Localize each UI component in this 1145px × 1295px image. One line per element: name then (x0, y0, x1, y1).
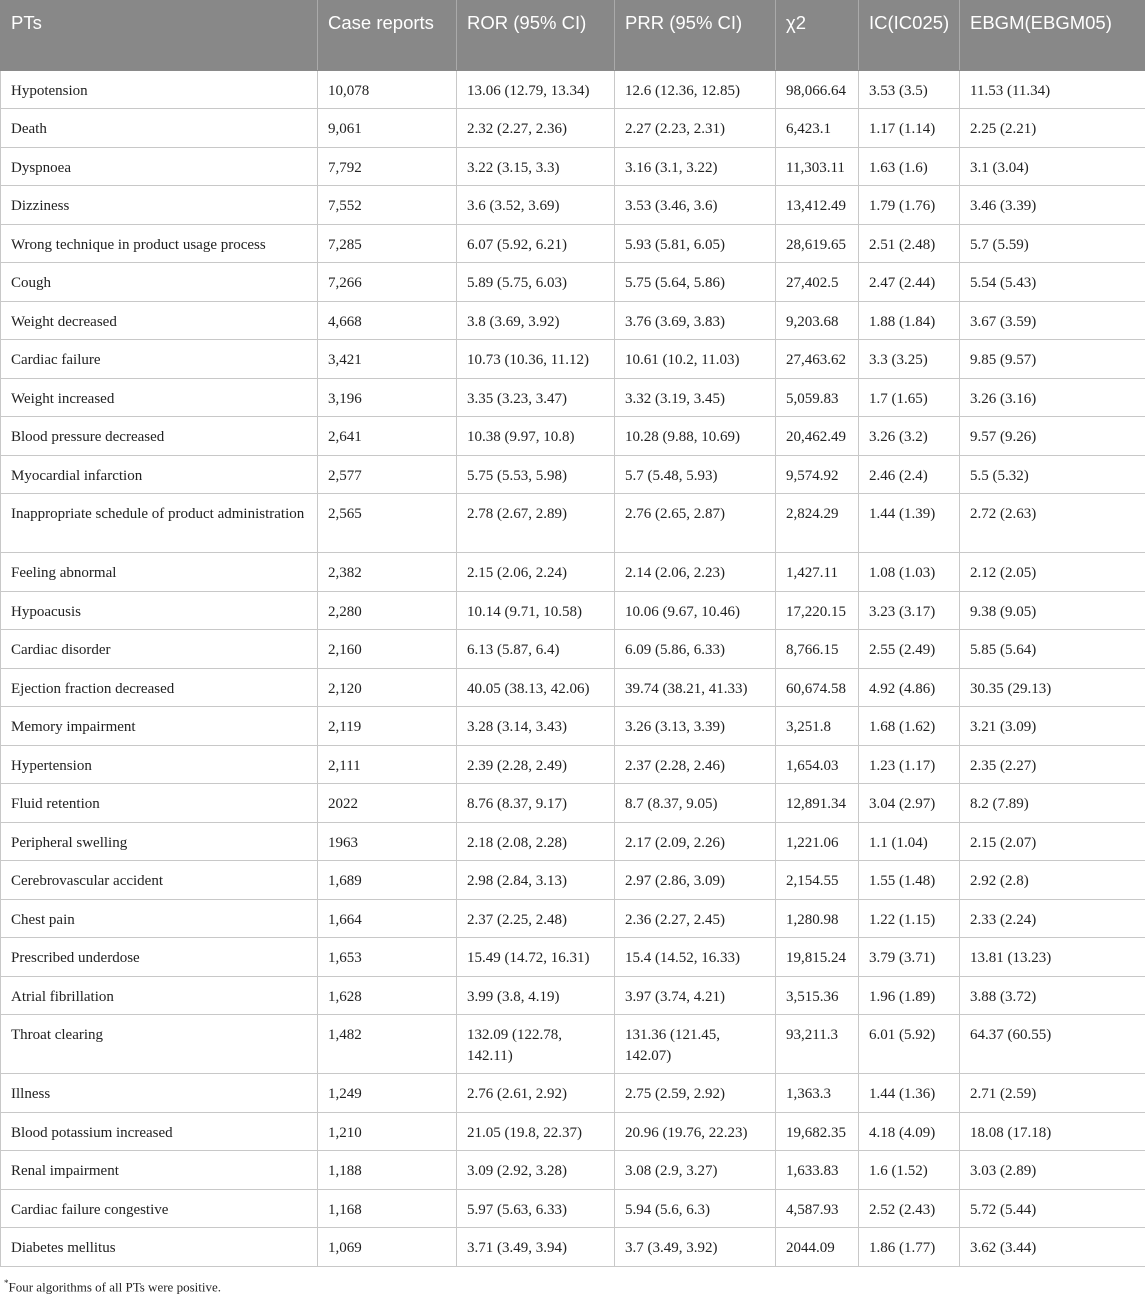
footnote-marker: * (4, 1278, 9, 1288)
cell-ebgm: 9.85 (9.57) (960, 340, 1145, 379)
cell-case-reports: 7,792 (318, 147, 457, 186)
cell-ic: 1.17 (1.14) (859, 109, 960, 148)
cell-ebgm: 2.72 (2.63) (960, 494, 1145, 553)
cell-ror: 2.76 (2.61, 2.92) (457, 1074, 615, 1113)
cell-ic: 2.55 (2.49) (859, 630, 960, 669)
table-row (1, 263, 1145, 302)
cell-prr: 5.7 (5.48, 5.93) (615, 455, 776, 494)
cell-case-reports: 3,196 (318, 378, 457, 417)
cell-prr: 3.53 (3.46, 3.6) (615, 186, 776, 225)
cell-prr: 5.75 (5.64, 5.86) (615, 263, 776, 302)
cell-ic: 1.23 (1.17) (859, 745, 960, 784)
cell-chi-square: 1,280.98 (776, 899, 859, 938)
cell-case-reports: 2,577 (318, 455, 457, 494)
cell-ror: 15.49 (14.72, 16.31) (457, 938, 615, 977)
table-footnote (4, 1275, 221, 1295)
cell-chi-square: 11,303.11 (776, 147, 859, 186)
cell-ic: 1.96 (1.89) (859, 976, 960, 1015)
cell-chi-square: 12,891.34 (776, 784, 859, 823)
cell-chi-square: 93,211.3 (776, 1015, 859, 1074)
table-row (1, 591, 1145, 630)
cell-ror: 3.8 (3.69, 3.92) (457, 301, 615, 340)
cell-ror: 2.15 (2.06, 2.24) (457, 553, 615, 592)
cell-chi-square: 2,824.29 (776, 494, 859, 553)
cell-chi-square: 9,203.68 (776, 301, 859, 340)
cell-ic: 3.79 (3.71) (859, 938, 960, 977)
cell-pt-name: Diabetes mellitus (1, 1228, 318, 1267)
cell-pt-name: Cardiac failure (1, 340, 318, 379)
cell-ebgm: 64.37 (60.55) (960, 1015, 1145, 1074)
column-header-chi-square: χ2 (776, 0, 859, 70)
cell-ic: 1.08 (1.03) (859, 553, 960, 592)
cell-case-reports: 2,119 (318, 707, 457, 746)
cell-chi-square: 98,066.64 (776, 70, 859, 109)
cell-pt-name: Dyspnoea (1, 147, 318, 186)
cell-ebgm: 2.33 (2.24) (960, 899, 1145, 938)
cell-prr: 131.36 (121.45, 142.07) (615, 1015, 776, 1074)
cell-case-reports: 4,668 (318, 301, 457, 340)
cell-ror: 2.39 (2.28, 2.49) (457, 745, 615, 784)
cell-ror: 2.98 (2.84, 3.13) (457, 861, 615, 900)
cell-ebgm: 13.81 (13.23) (960, 938, 1145, 977)
cell-ic: 6.01 (5.92) (859, 1015, 960, 1074)
cell-prr: 3.16 (3.1, 3.22) (615, 147, 776, 186)
cell-ebgm: 3.67 (3.59) (960, 301, 1145, 340)
cell-chi-square: 6,423.1 (776, 109, 859, 148)
cell-ebgm: 2.25 (2.21) (960, 109, 1145, 148)
cell-prr: 3.76 (3.69, 3.83) (615, 301, 776, 340)
cell-ror: 13.06 (12.79, 13.34) (457, 70, 615, 109)
cell-case-reports: 2,111 (318, 745, 457, 784)
cell-prr: 10.06 (9.67, 10.46) (615, 591, 776, 630)
cell-pt-name: Atrial fibrillation (1, 976, 318, 1015)
cell-pt-name: Weight increased (1, 378, 318, 417)
cell-ebgm: 3.26 (3.16) (960, 378, 1145, 417)
table-row (1, 745, 1145, 784)
cell-case-reports: 2,280 (318, 591, 457, 630)
cell-pt-name: Memory impairment (1, 707, 318, 746)
cell-ror: 5.97 (5.63, 6.33) (457, 1189, 615, 1228)
cell-pt-name: Cardiac failure congestive (1, 1189, 318, 1228)
cell-ic: 1.86 (1.77) (859, 1228, 960, 1267)
cell-ic: 1.22 (1.15) (859, 899, 960, 938)
cell-prr: 8.7 (8.37, 9.05) (615, 784, 776, 823)
cell-ror: 3.6 (3.52, 3.69) (457, 186, 615, 225)
cell-ror: 5.89 (5.75, 6.03) (457, 263, 615, 302)
table-row (1, 707, 1145, 746)
cell-ebgm: 5.7 (5.59) (960, 224, 1145, 263)
cell-case-reports: 2,382 (318, 553, 457, 592)
cell-chi-square: 27,402.5 (776, 263, 859, 302)
cell-prr: 2.75 (2.59, 2.92) (615, 1074, 776, 1113)
table-row (1, 417, 1145, 456)
cell-chi-square: 13,412.49 (776, 186, 859, 225)
cell-case-reports: 1963 (318, 822, 457, 861)
cell-case-reports: 2,120 (318, 668, 457, 707)
cell-pt-name: Chest pain (1, 899, 318, 938)
cell-prr: 3.32 (3.19, 3.45) (615, 378, 776, 417)
cell-pt-name: Cough (1, 263, 318, 302)
cell-ror: 2.37 (2.25, 2.48) (457, 899, 615, 938)
cell-ror: 3.28 (3.14, 3.43) (457, 707, 615, 746)
cell-pt-name: Weight decreased (1, 301, 318, 340)
cell-ebgm: 8.2 (7.89) (960, 784, 1145, 823)
cell-ic: 4.92 (4.86) (859, 668, 960, 707)
column-header-ic: IC(IC025) (859, 0, 960, 70)
cell-ic: 1.1 (1.04) (859, 822, 960, 861)
cell-prr: 5.94 (5.6, 6.3) (615, 1189, 776, 1228)
table-row (1, 301, 1145, 340)
cell-prr: 3.7 (3.49, 3.92) (615, 1228, 776, 1267)
cell-prr: 20.96 (19.76, 22.23) (615, 1112, 776, 1151)
table-row (1, 1112, 1145, 1151)
cell-ebgm: 2.35 (2.27) (960, 745, 1145, 784)
cell-chi-square: 60,674.58 (776, 668, 859, 707)
cell-pt-name: Fluid retention (1, 784, 318, 823)
cell-chi-square: 3,515.36 (776, 976, 859, 1015)
cell-ic: 1.88 (1.84) (859, 301, 960, 340)
cell-chi-square: 5,059.83 (776, 378, 859, 417)
cell-ic: 4.18 (4.09) (859, 1112, 960, 1151)
cell-ebgm: 30.35 (29.13) (960, 668, 1145, 707)
cell-ebgm: 5.5 (5.32) (960, 455, 1145, 494)
cell-ror: 40.05 (38.13, 42.06) (457, 668, 615, 707)
cell-case-reports: 1,689 (318, 861, 457, 900)
cell-ic: 1.44 (1.39) (859, 494, 960, 553)
cell-pt-name: Hypertension (1, 745, 318, 784)
cell-ror: 3.22 (3.15, 3.3) (457, 147, 615, 186)
cell-case-reports: 1,628 (318, 976, 457, 1015)
table-row (1, 340, 1145, 379)
cell-ror: 8.76 (8.37, 9.17) (457, 784, 615, 823)
cell-prr: 12.6 (12.36, 12.85) (615, 70, 776, 109)
cell-chi-square: 19,682.35 (776, 1112, 859, 1151)
cell-ic: 1.7 (1.65) (859, 378, 960, 417)
table-row (1, 1189, 1145, 1228)
cell-chi-square: 3,251.8 (776, 707, 859, 746)
cell-pt-name: Death (1, 109, 318, 148)
cell-prr: 39.74 (38.21, 41.33) (615, 668, 776, 707)
cell-chi-square: 2044.09 (776, 1228, 859, 1267)
cell-prr: 15.4 (14.52, 16.33) (615, 938, 776, 977)
table-row (1, 899, 1145, 938)
table-row (1, 455, 1145, 494)
table-row (1, 1074, 1145, 1113)
cell-ebgm: 2.92 (2.8) (960, 861, 1145, 900)
cell-chi-square: 1,633.83 (776, 1151, 859, 1190)
cell-ror: 10.73 (10.36, 11.12) (457, 340, 615, 379)
cell-ror: 3.99 (3.8, 4.19) (457, 976, 615, 1015)
cell-case-reports: 1,188 (318, 1151, 457, 1190)
cell-pt-name: Cerebrovascular accident (1, 861, 318, 900)
cell-case-reports: 3,421 (318, 340, 457, 379)
cell-ror: 3.09 (2.92, 3.28) (457, 1151, 615, 1190)
table-row (1, 1151, 1145, 1190)
cell-pt-name: Wrong technique in product usage process (1, 224, 318, 263)
column-header-pts: PTs (1, 0, 318, 70)
cell-pt-name: Feeling abnormal (1, 553, 318, 592)
cell-prr: 2.36 (2.27, 2.45) (615, 899, 776, 938)
cell-case-reports: 7,285 (318, 224, 457, 263)
cell-ebgm: 3.62 (3.44) (960, 1228, 1145, 1267)
cell-chi-square: 2,154.55 (776, 861, 859, 900)
table-row (1, 494, 1145, 553)
cell-chi-square: 1,654.03 (776, 745, 859, 784)
cell-ic: 3.53 (3.5) (859, 70, 960, 109)
cell-ic: 3.04 (2.97) (859, 784, 960, 823)
cell-prr: 2.37 (2.28, 2.46) (615, 745, 776, 784)
cell-ror: 6.13 (5.87, 6.4) (457, 630, 615, 669)
cell-ebgm: 5.85 (5.64) (960, 630, 1145, 669)
table-row (1, 224, 1145, 263)
cell-ror: 10.38 (9.97, 10.8) (457, 417, 615, 456)
cell-ror: 2.78 (2.67, 2.89) (457, 494, 615, 553)
cell-prr: 2.14 (2.06, 2.23) (615, 553, 776, 592)
cell-ebgm: 18.08 (17.18) (960, 1112, 1145, 1151)
cell-chi-square: 1,221.06 (776, 822, 859, 861)
cell-ror: 3.71 (3.49, 3.94) (457, 1228, 615, 1267)
cell-case-reports: 2,565 (318, 494, 457, 553)
cell-pt-name: Hypotension (1, 70, 318, 109)
cell-chi-square: 1,427.11 (776, 553, 859, 592)
cell-chi-square: 27,463.62 (776, 340, 859, 379)
column-header-ebgm: EBGM(EBGM05) (960, 0, 1145, 70)
cell-ic: 3.23 (3.17) (859, 591, 960, 630)
cell-ebgm: 5.54 (5.43) (960, 263, 1145, 302)
cell-ebgm: 2.71 (2.59) (960, 1074, 1145, 1113)
table-row (1, 70, 1145, 109)
cell-pt-name: Throat clearing (1, 1015, 318, 1074)
cell-pt-name: Hypoacusis (1, 591, 318, 630)
cell-ebgm: 3.88 (3.72) (960, 976, 1145, 1015)
column-header-prr: PRR (95% CI) (615, 0, 776, 70)
table-row (1, 1015, 1145, 1074)
cell-case-reports: 2022 (318, 784, 457, 823)
cell-pt-name: Illness (1, 1074, 318, 1113)
table-row (1, 553, 1145, 592)
cell-ebgm: 2.15 (2.07) (960, 822, 1145, 861)
table-row (1, 976, 1145, 1015)
cell-pt-name: Myocardial infarction (1, 455, 318, 494)
cell-case-reports: 1,168 (318, 1189, 457, 1228)
cell-ror: 3.35 (3.23, 3.47) (457, 378, 615, 417)
cell-ic: 1.68 (1.62) (859, 707, 960, 746)
table-row (1, 822, 1145, 861)
cell-prr: 10.61 (10.2, 11.03) (615, 340, 776, 379)
cell-chi-square: 17,220.15 (776, 591, 859, 630)
cell-chi-square: 19,815.24 (776, 938, 859, 977)
cell-ic: 1.44 (1.36) (859, 1074, 960, 1113)
cell-case-reports: 1,210 (318, 1112, 457, 1151)
cell-prr: 3.97 (3.74, 4.21) (615, 976, 776, 1015)
cell-ic: 3.3 (3.25) (859, 340, 960, 379)
cell-prr: 3.08 (2.9, 3.27) (615, 1151, 776, 1190)
column-header-case-reports: Case reports (318, 0, 457, 70)
cell-prr: 10.28 (9.88, 10.69) (615, 417, 776, 456)
cell-pt-name: Prescribed underdose (1, 938, 318, 977)
cell-prr: 2.76 (2.65, 2.87) (615, 494, 776, 553)
table-row (1, 147, 1145, 186)
cell-prr: 2.17 (2.09, 2.26) (615, 822, 776, 861)
cell-ror: 21.05 (19.8, 22.37) (457, 1112, 615, 1151)
cell-ebgm: 5.72 (5.44) (960, 1189, 1145, 1228)
table-row (1, 861, 1145, 900)
cell-ebgm: 9.57 (9.26) (960, 417, 1145, 456)
table-row (1, 186, 1145, 225)
cell-ebgm: 11.53 (11.34) (960, 70, 1145, 109)
table-row (1, 109, 1145, 148)
cell-case-reports: 9,061 (318, 109, 457, 148)
cell-prr: 2.97 (2.86, 3.09) (615, 861, 776, 900)
cell-ebgm: 3.21 (3.09) (960, 707, 1145, 746)
cell-ror: 132.09 (122.78, 142.11) (457, 1015, 615, 1074)
cell-case-reports: 1,653 (318, 938, 457, 977)
cell-chi-square: 1,363.3 (776, 1074, 859, 1113)
cell-pt-name: Cardiac disorder (1, 630, 318, 669)
cell-ic: 2.46 (2.4) (859, 455, 960, 494)
cell-ror: 2.18 (2.08, 2.28) (457, 822, 615, 861)
table-row (1, 938, 1145, 977)
cell-case-reports: 7,266 (318, 263, 457, 302)
cell-ic: 1.55 (1.48) (859, 861, 960, 900)
cell-pt-name: Blood potassium increased (1, 1112, 318, 1151)
cell-chi-square: 20,462.49 (776, 417, 859, 456)
cell-ebgm: 3.46 (3.39) (960, 186, 1145, 225)
cell-chi-square: 4,587.93 (776, 1189, 859, 1228)
cell-case-reports: 1,664 (318, 899, 457, 938)
cell-ebgm: 3.1 (3.04) (960, 147, 1145, 186)
cell-chi-square: 8,766.15 (776, 630, 859, 669)
cell-case-reports: 1,482 (318, 1015, 457, 1074)
cell-chi-square: 9,574.92 (776, 455, 859, 494)
cell-case-reports: 1,069 (318, 1228, 457, 1267)
cell-ror: 5.75 (5.53, 5.98) (457, 455, 615, 494)
table-row (1, 378, 1145, 417)
table-row (1, 630, 1145, 669)
table-body (1, 70, 1145, 1266)
cell-ror: 10.14 (9.71, 10.58) (457, 591, 615, 630)
cell-pt-name: Ejection fraction decreased (1, 668, 318, 707)
cell-ic: 1.79 (1.76) (859, 186, 960, 225)
footnote-text: Four algorithms of all PTs were positive. (9, 1279, 221, 1294)
table-row (1, 668, 1145, 707)
cell-pt-name: Blood pressure decreased (1, 417, 318, 456)
cell-prr: 5.93 (5.81, 6.05) (615, 224, 776, 263)
table-row (1, 1228, 1145, 1267)
cell-prr: 6.09 (5.86, 6.33) (615, 630, 776, 669)
cell-case-reports: 2,160 (318, 630, 457, 669)
cell-ic: 2.51 (2.48) (859, 224, 960, 263)
cell-case-reports: 7,552 (318, 186, 457, 225)
cell-pt-name: Peripheral swelling (1, 822, 318, 861)
cell-pt-name: Inappropriate schedule of product administration (1, 494, 318, 553)
cell-case-reports: 10,078 (318, 70, 457, 109)
cell-ic: 1.63 (1.6) (859, 147, 960, 186)
cell-ic: 3.26 (3.2) (859, 417, 960, 456)
cell-prr: 2.27 (2.23, 2.31) (615, 109, 776, 148)
cell-pt-name: Renal impairment (1, 1151, 318, 1190)
cell-ebgm: 3.03 (2.89) (960, 1151, 1145, 1190)
cell-case-reports: 2,641 (318, 417, 457, 456)
table-row (1, 784, 1145, 823)
cell-ebgm: 2.12 (2.05) (960, 553, 1145, 592)
cell-chi-square: 28,619.65 (776, 224, 859, 263)
cell-case-reports: 1,249 (318, 1074, 457, 1113)
cell-ror: 6.07 (5.92, 6.21) (457, 224, 615, 263)
cell-ebgm: 9.38 (9.05) (960, 591, 1145, 630)
header-row (1, 0, 1145, 70)
cell-ic: 1.6 (1.52) (859, 1151, 960, 1190)
cell-ic: 2.52 (2.43) (859, 1189, 960, 1228)
cell-ror: 2.32 (2.27, 2.36) (457, 109, 615, 148)
column-header-ror: ROR (95% CI) (457, 0, 615, 70)
cell-prr: 3.26 (3.13, 3.39) (615, 707, 776, 746)
cell-pt-name: Dizziness (1, 186, 318, 225)
cell-ic: 2.47 (2.44) (859, 263, 960, 302)
table-header (1, 0, 1145, 70)
